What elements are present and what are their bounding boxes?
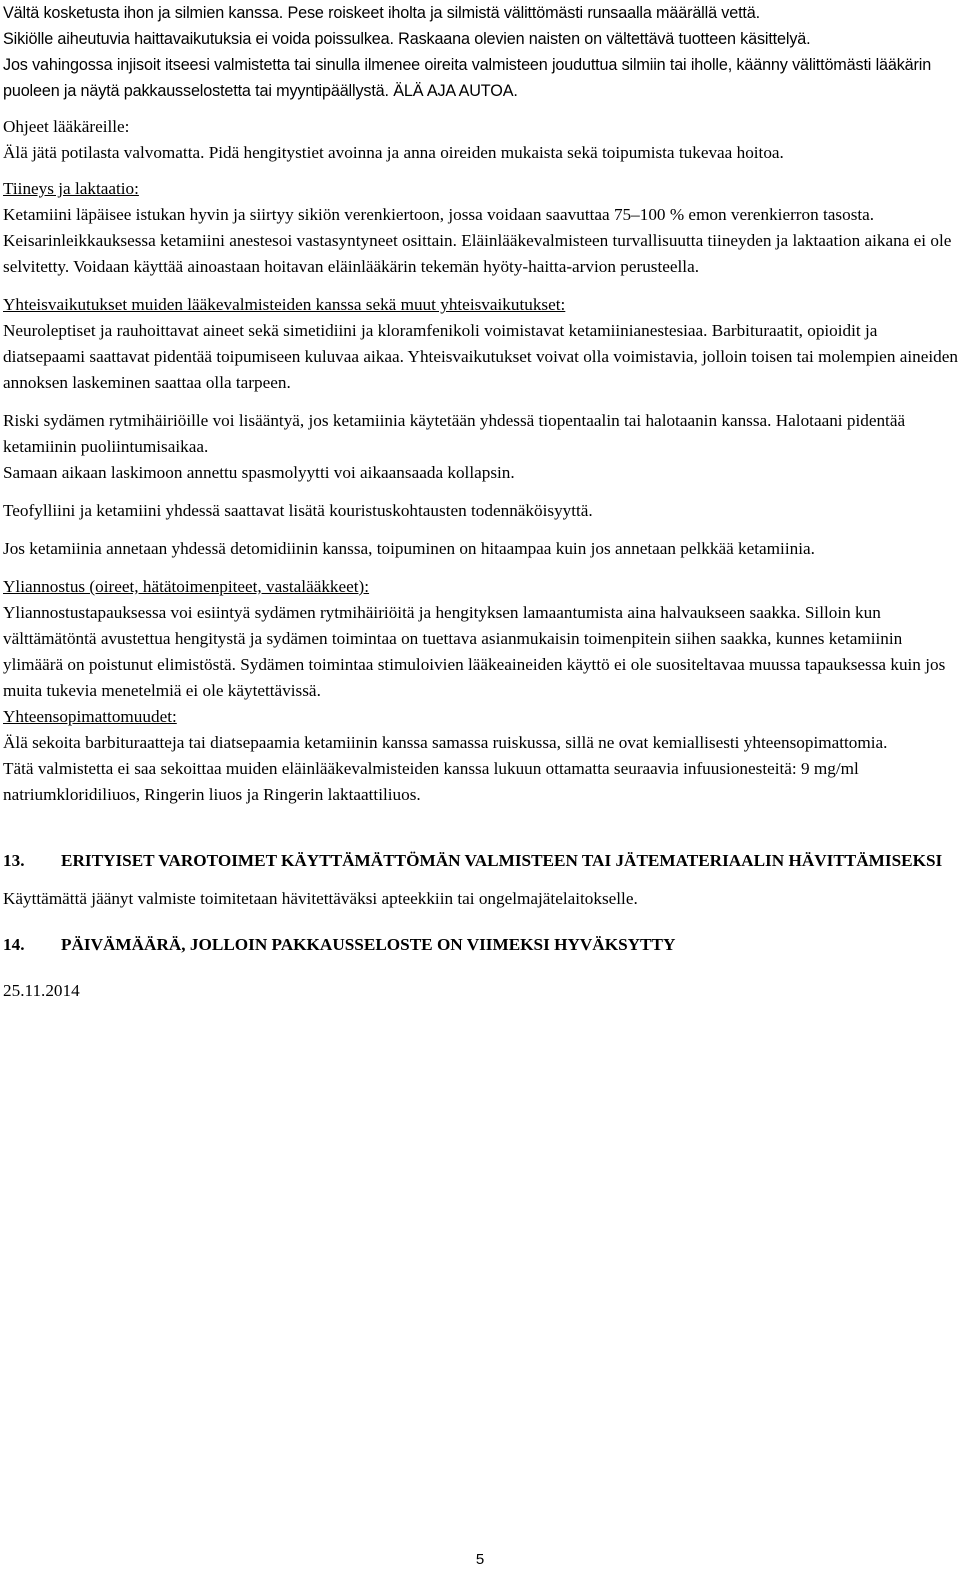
pregnancy-text: Ketamiini läpäisee istukan hyvin ja siirtyy sikiön verenkiertoon, jossa voidaan saavuttaa 75–100 % emon verenkierron tasosta. Keisarinleikkauksessa ketamiini anestesoi vastasyntyneet osittain. Eläinlääkevalmisteen turvallisuutta tiineyden ja laktaation aikana ei ole selvitetty. Voidaan käyttää ainoastaan hoitavan eläinlääkärin tekemän hyöty-haitta-arvion perusteella. bbox=[3, 205, 952, 276]
interactions-text-5: Jos ketamiinia annetaan yhdessä detomidiinin kanssa, toipuminen on hitaampaa kuin jos annetaan pelkkää ketamiinia. bbox=[3, 539, 815, 558]
self-injection-warning: Jos vahingossa injisoit itseesi valmistetta tai sinulla ilmenee oireita valmisteen jouduttua silmiin tai iholle, käänny välittömästi lääkärin puoleen ja näytä pakkausselostetta tai myyntipäällystä. ÄLÄ AJA AUTOA. bbox=[3, 56, 932, 100]
interactions-heading: Yhteisvaikutukset muiden lääkevalmisteiden kanssa sekä muut yhteisvaikutukset: bbox=[3, 295, 566, 314]
overdose-text: Yliannostustapauksessa voi esiintyä sydämen rytmihäiriöitä ja hengityksen lamaantumista aina halvaukseen saakka. Silloin kun välttämätöntä avustettua hengitystä ja sydämen toimintaa on tuettava asianmukaisin toimenpitein siihen saakka, kunnes ketamiinin ylimäärä on poistunut elimistöstä. Sydämen toimintaa stimuloivien lääkeaineiden käyttö ei ole suositeltavaa muussa tapauksessa kuin jos muita tukevia menetelmiä ei ole käytettävissä. bbox=[3, 603, 946, 700]
interactions-text-4: Teofylliini ja ketamiini yhdessä saattavat lisätä kouristuskohtausten todennäköisyyttä. bbox=[3, 501, 593, 520]
section-14-title: PÄIVÄMÄÄRÄ, JOLLOIN PAKKAUSSELOSTE ON VIIMEKSI HYVÄKSYTTY bbox=[61, 935, 676, 954]
section-14-heading bbox=[3, 932, 958, 958]
section-13-heading bbox=[3, 848, 958, 874]
interactions-text-2: Riski sydämen rytmihäiriöille voi lisääntyä, jos ketamiinia käytetään yhdessä tiopentaalin tai halotaanin kanssa. Halotaani pidentää ketamiinin puoliintumisaikaa. bbox=[3, 411, 906, 456]
section-13-text: Käyttämättä jäänyt valmiste toimitetaan hävitettäväksi apteekkiin tai ongelmajätelaitokselle. bbox=[3, 889, 638, 908]
incompatibilities-text-2: Tätä valmistetta ei saa sekoittaa muiden eläinlääkevalmisteiden kanssa lukuun ottamatta seuraavia infuusionesteitä: 9 mg/ml natriumkloridiliuos, Ringerin liuos ja Ringerin laktaattiliuos. bbox=[3, 759, 859, 804]
pregnancy-heading: Tiineys ja laktaatio: bbox=[3, 179, 139, 198]
incompatibilities-text-1: Älä sekoita barbituraatteja tai diatsepaamia ketamiinin kanssa samassa ruiskussa, sillä ne ovat kemiallisesti yhteensopimattomia. bbox=[3, 733, 888, 752]
section-13-number: 13. bbox=[3, 851, 25, 870]
incompatibilities-heading: Yhteensopimattomuudet: bbox=[3, 707, 177, 726]
interactions-text-1: Neuroleptiset ja rauhoittavat aineet sekä simetidiini ja kloramfenikoli voimistavat ketamiinianestesiaa. Barbituraatit, opioidit ja diatsepaami saattavat pidentää toipumiseen kuluvaa aikaa. Yhteisvaikutukset voivat olla voimistavia, jolloin toisen tai molempien aineiden annoksen laskeminen saattaa olla tarpeen. bbox=[3, 321, 958, 392]
doctors-text: Älä jätä potilasta valvomatta. Pidä hengitystiet avoinna ja anna oireiden mukaista sekä toipumista tukevaa hoitoa. bbox=[3, 143, 784, 162]
pregnancy-warning: Sikiölle aiheutuvia haittavaikutuksia ei voida poissulkea. Raskaana olevien naisten on vältettävä tuotteen käsittelyä. bbox=[3, 30, 811, 48]
interactions-text-3: Samaan aikaan laskimoon annettu spasmolyytti voi aikaansaada kollapsin. bbox=[3, 463, 515, 482]
doctors-heading: Ohjeet lääkäreille: bbox=[3, 117, 130, 136]
overdose-heading: Yliannostus (oireet, hätätoimenpiteet, vastalääkkeet): bbox=[3, 577, 370, 596]
page-content bbox=[3, 0, 958, 1004]
page-number: 5 bbox=[475, 1551, 485, 1568]
section-13-title: ERITYISET VAROTOIMET KÄYTTÄMÄTTÖMÄN VALMISTEEN TAI JÄTEMATERIAALIN HÄVITTÄMISEKSI bbox=[61, 851, 943, 870]
approval-date: 25.11.2014 bbox=[3, 981, 80, 1000]
section-14-number: 14. bbox=[3, 935, 25, 954]
skin-eye-warning: Vältä kosketusta ihon ja silmien kanssa. Pese roiskeet iholta ja silmistä välittömästi runsaalla määrällä vettä. bbox=[3, 4, 760, 22]
